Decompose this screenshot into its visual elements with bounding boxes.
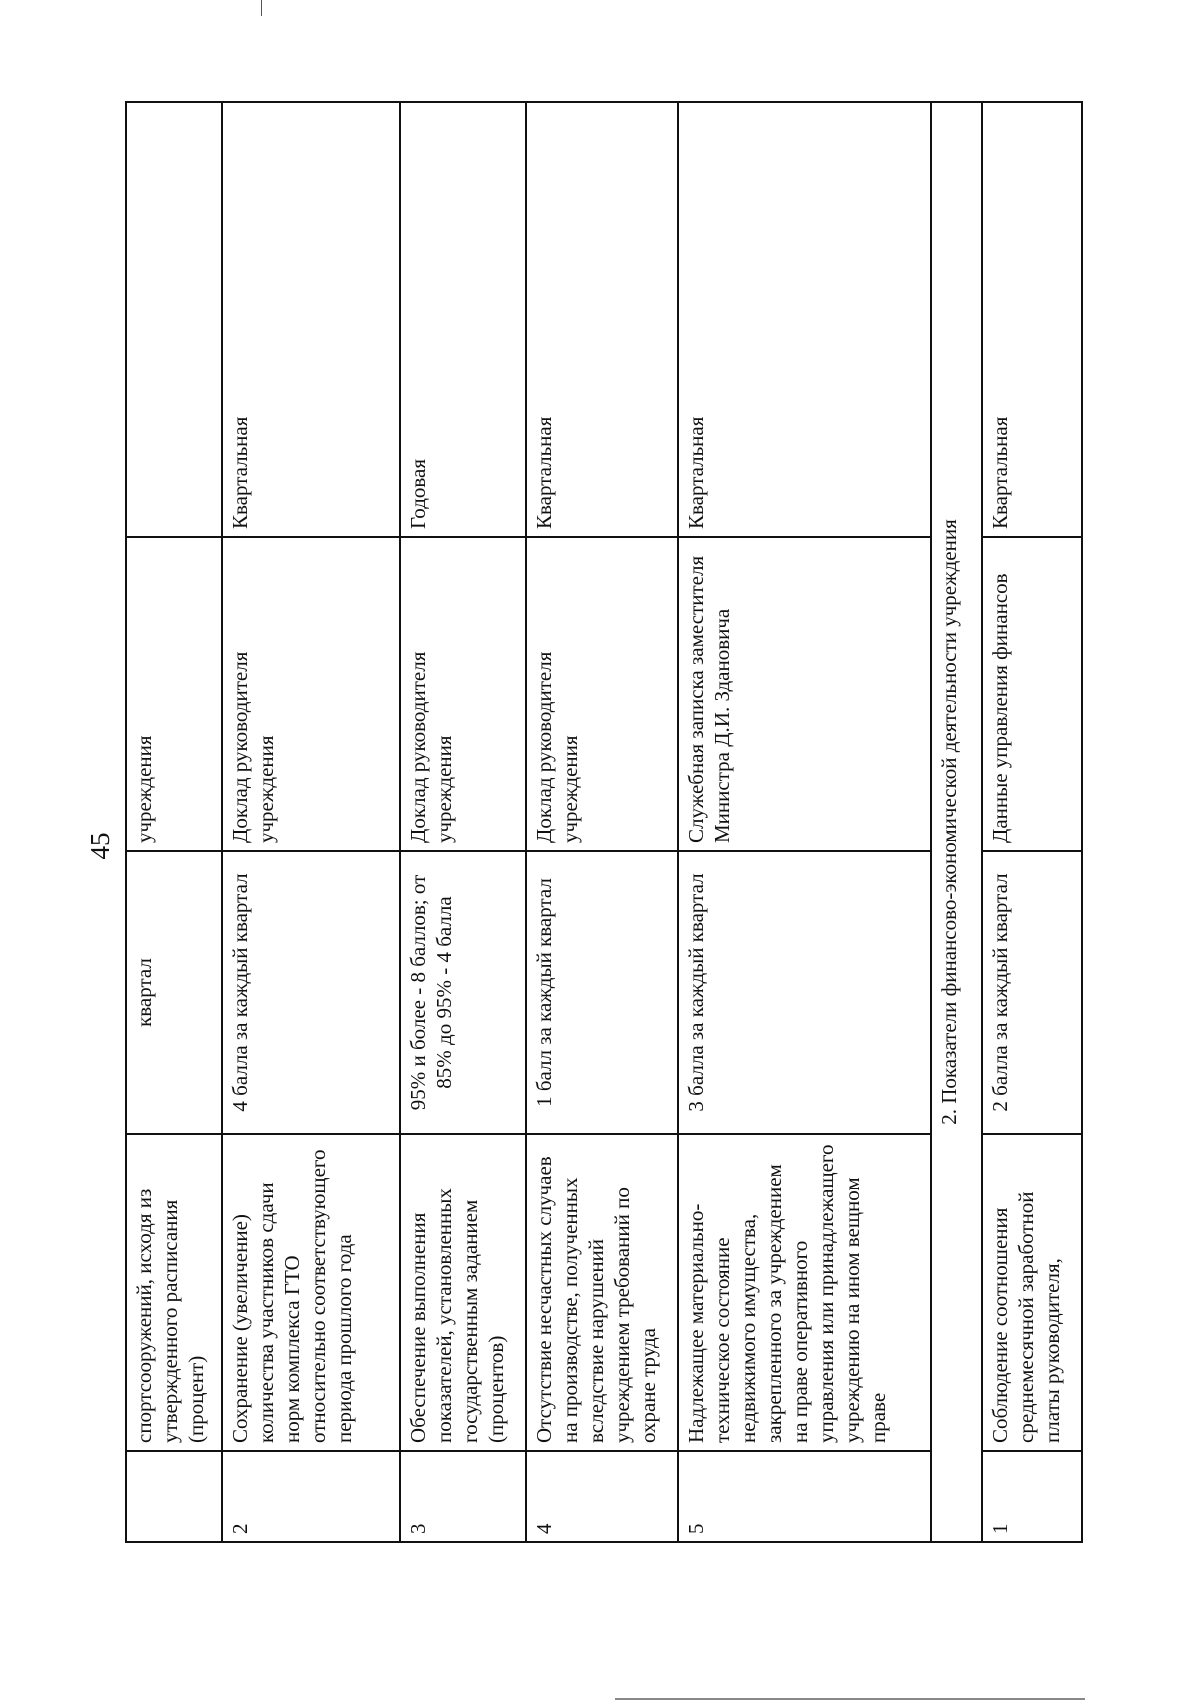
rotated-table-container	[125, 103, 1125, 1543]
section-heading-row	[931, 102, 982, 1542]
table-row	[678, 102, 931, 1542]
source-cell: Данные управления финансов	[982, 537, 1082, 851]
indicator-cell: Сохранение (увеличение) количества участников сдачи норм комплекса ГТО относительно соответствующего периода прошлого года	[222, 1134, 400, 1451]
criteria-table	[125, 101, 1083, 1543]
period-cell: Квартальная	[526, 102, 678, 537]
source-cell: Доклад руководителя учреждения	[526, 537, 678, 851]
points-cell: квартал	[126, 851, 222, 1134]
points-cell: 2 балла за каждый квартал	[982, 851, 1082, 1134]
period-cell: Квартальная	[678, 102, 931, 537]
period-cell	[126, 102, 222, 537]
table-row	[400, 102, 526, 1542]
scan-edge-line	[615, 1698, 1085, 1700]
period-cell: Квартальная	[222, 102, 400, 537]
row-number: 2	[222, 1451, 400, 1542]
indicator-cell: Надлежащее материально-техническое состояние недвижимого имущества, закрепленного за учреждением на праве оперативного управления или принадлежащего учреждению на ином вещном праве	[678, 1134, 931, 1451]
table-row	[526, 102, 678, 1542]
points-cell: 95% и более - 8 баллов; от 85% до 95% - 4 балла	[400, 851, 526, 1134]
source-cell: Доклад руководителя учреждения	[222, 537, 400, 851]
indicator-cell: Обеспечение выполнения показателей, установленных государственным заданием (процентов)	[400, 1134, 526, 1451]
period-cell: Квартальная	[982, 102, 1082, 537]
points-cell: 1 балл за каждый квартал	[526, 851, 678, 1134]
table-row	[222, 102, 400, 1542]
table-row	[982, 102, 1082, 1542]
table-row-continued	[126, 102, 222, 1542]
row-number	[126, 1451, 222, 1542]
row-number: 5	[678, 1451, 931, 1542]
points-cell: 3 балла за каждый квартал	[678, 851, 931, 1134]
indicator-cell: Отсутствие несчастных случаев на производстве, полученных вследствие нарушений учреждением требований по охране труда	[526, 1134, 678, 1451]
section-heading: 2. Показатели финансово-экономической деятельности учреждения	[931, 102, 982, 1542]
row-number: 3	[400, 1451, 526, 1542]
indicator-cell: Соблюдение соотношения среднемесячной заработной платы руководителя,	[982, 1134, 1082, 1451]
row-number: 1	[982, 1451, 1082, 1542]
indicator-cell: спортсооружений, исходя из утвержденного расписания (процент)	[126, 1134, 222, 1451]
source-cell: учреждения	[126, 537, 222, 851]
source-cell: Служебная записка заместителя Министра Д.И. Здановича	[678, 537, 931, 851]
scan-tick-mark	[261, 0, 262, 16]
row-number: 4	[526, 1451, 678, 1542]
points-cell: 4 балла за каждый квартал	[222, 851, 400, 1134]
period-cell: Годовая	[400, 102, 526, 537]
page-number: 45	[85, 832, 115, 860]
source-cell: Доклад руководителя учреждения	[400, 537, 526, 851]
